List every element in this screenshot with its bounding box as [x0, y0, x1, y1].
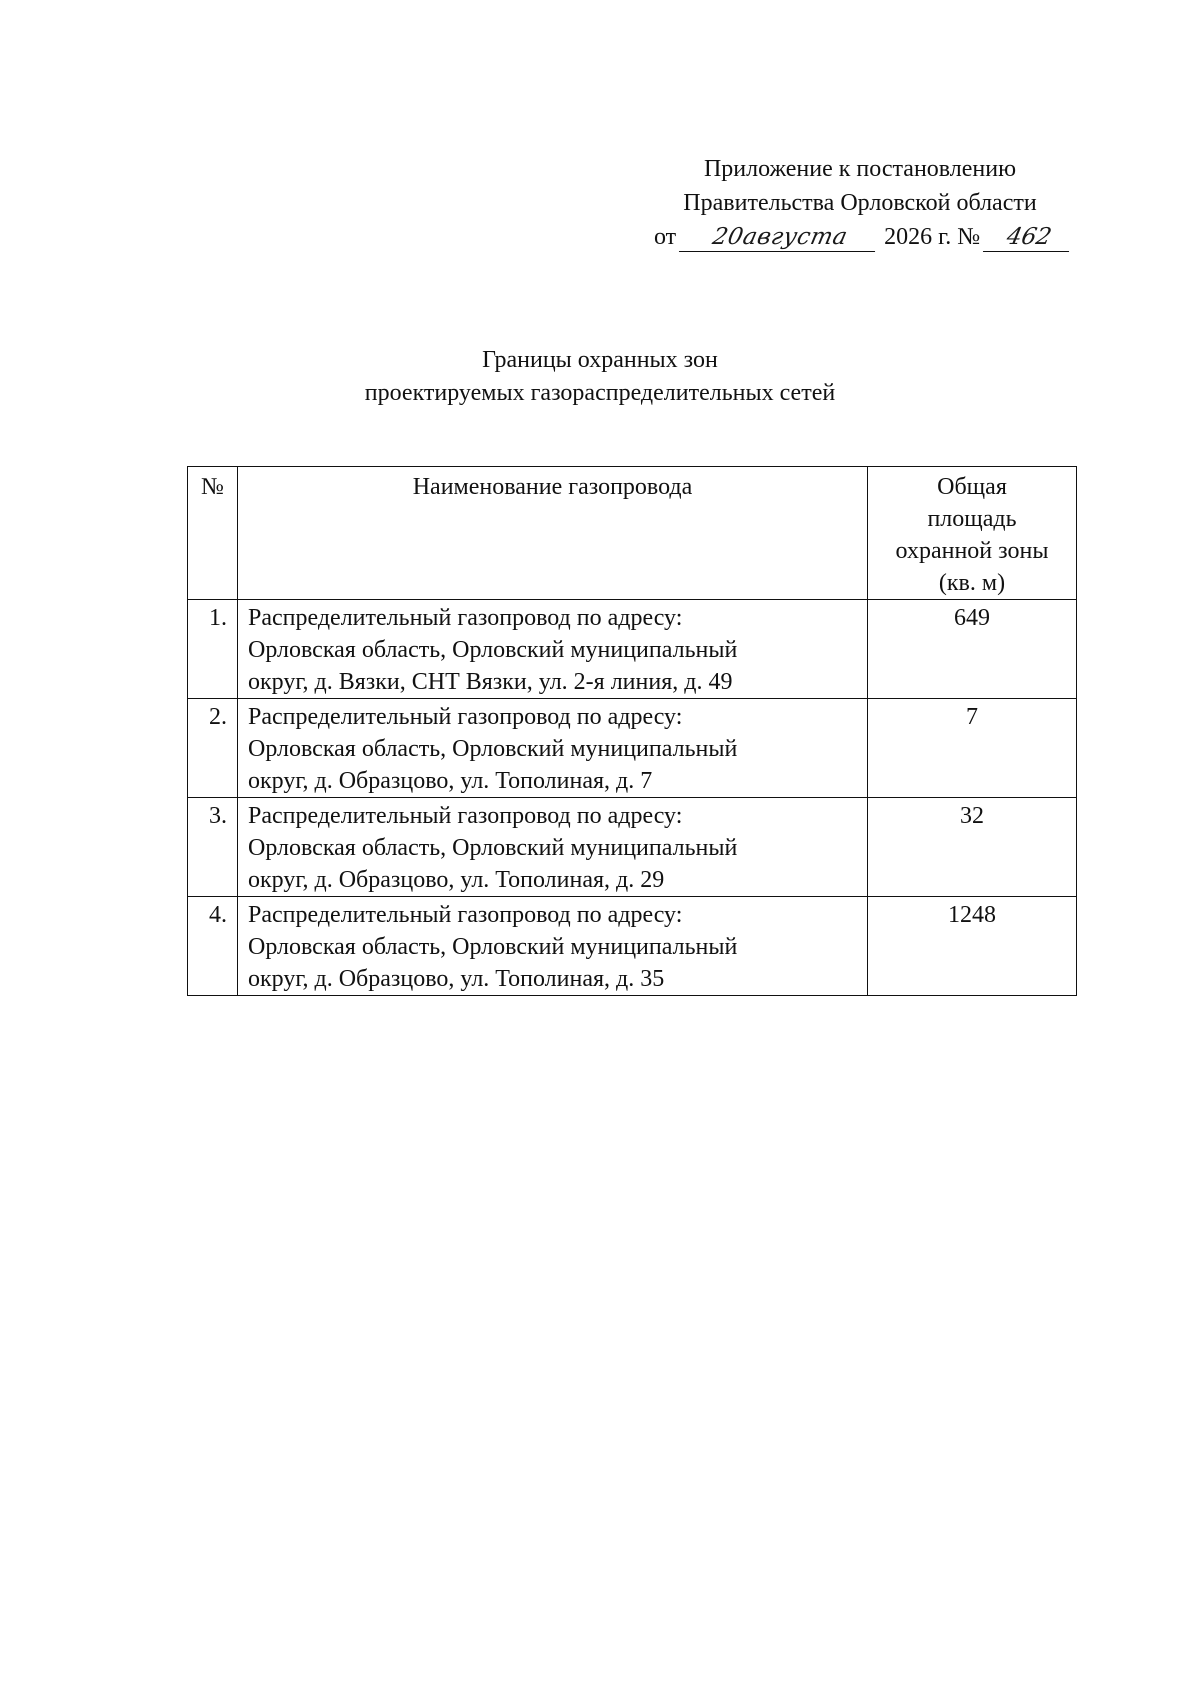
pipeline-name-line: Распределительный газопровод по адресу:	[248, 605, 683, 631]
handwritten-number: 462	[983, 223, 1075, 252]
zone-area: 649	[868, 600, 1077, 699]
table-header-row	[188, 467, 1077, 600]
header-area-line: площадь	[927, 506, 1017, 532]
date-prefix: от	[654, 224, 677, 250]
pipeline-name	[238, 897, 868, 996]
pipeline-name-line: округ, д. Образцово, ул. Тополиная, д. 29	[248, 867, 665, 893]
table-row	[188, 897, 1077, 996]
pipeline-name-line: Орловская область, Орловский муниципальный	[248, 736, 738, 762]
pipeline-name	[238, 600, 868, 699]
header-area	[868, 467, 1077, 600]
header-area-line: охранной зоны	[895, 538, 1049, 564]
header-area-line: Общая	[937, 474, 1007, 500]
pipeline-name-line: Орловская область, Орловский муниципальный	[248, 835, 738, 861]
handwritten-date: 20августа	[679, 223, 881, 252]
year-and-number-label: 2026 г. №	[884, 224, 981, 250]
appendix-header	[650, 152, 1070, 254]
pipeline-name-line: округ, д. Вязки, СНТ Вязки, ул. 2-я линия, д. 49	[248, 669, 733, 695]
document-title	[0, 344, 1200, 410]
zone-area: 1248	[868, 897, 1077, 996]
pipeline-name-line: округ, д. Образцово, ул. Тополиная, д. 7	[248, 768, 653, 794]
row-number: 2.	[188, 699, 238, 798]
appendix-date-line	[650, 220, 1070, 254]
title-line-2: проектируемых газораспределительных сетей	[364, 380, 836, 406]
pipeline-name-line: округ, д. Образцово, ул. Тополиная, д. 35	[248, 966, 665, 992]
table-row	[188, 699, 1077, 798]
pipeline-name	[238, 699, 868, 798]
table-row	[188, 798, 1077, 897]
appendix-line-2: Правительства Орловской области	[683, 190, 1037, 216]
pipeline-name-line: Распределительный газопровод по адресу:	[248, 803, 683, 829]
appendix-line-1: Приложение к постановлению	[703, 156, 1017, 182]
table-row	[188, 600, 1077, 699]
header-pipeline-name: Наименование газопровода	[238, 467, 868, 600]
header-area-line: (кв. м)	[938, 570, 1006, 596]
pipeline-name-line: Распределительный газопровод по адресу:	[248, 704, 683, 730]
pipeline-name-line: Распределительный газопровод по адресу:	[248, 902, 683, 928]
row-number: 1.	[188, 600, 238, 699]
protection-zones-table	[187, 466, 1077, 996]
row-number: 4.	[188, 897, 238, 996]
header-number: №	[188, 467, 238, 600]
zone-area: 7	[868, 699, 1077, 798]
pipeline-name-line: Орловская область, Орловский муниципальный	[248, 637, 738, 663]
title-line-1: Границы охранных зон	[482, 347, 718, 373]
pipeline-name	[238, 798, 868, 897]
pipeline-name-line: Орловская область, Орловский муниципальный	[248, 934, 738, 960]
row-number: 3.	[188, 798, 238, 897]
zone-area: 32	[868, 798, 1077, 897]
